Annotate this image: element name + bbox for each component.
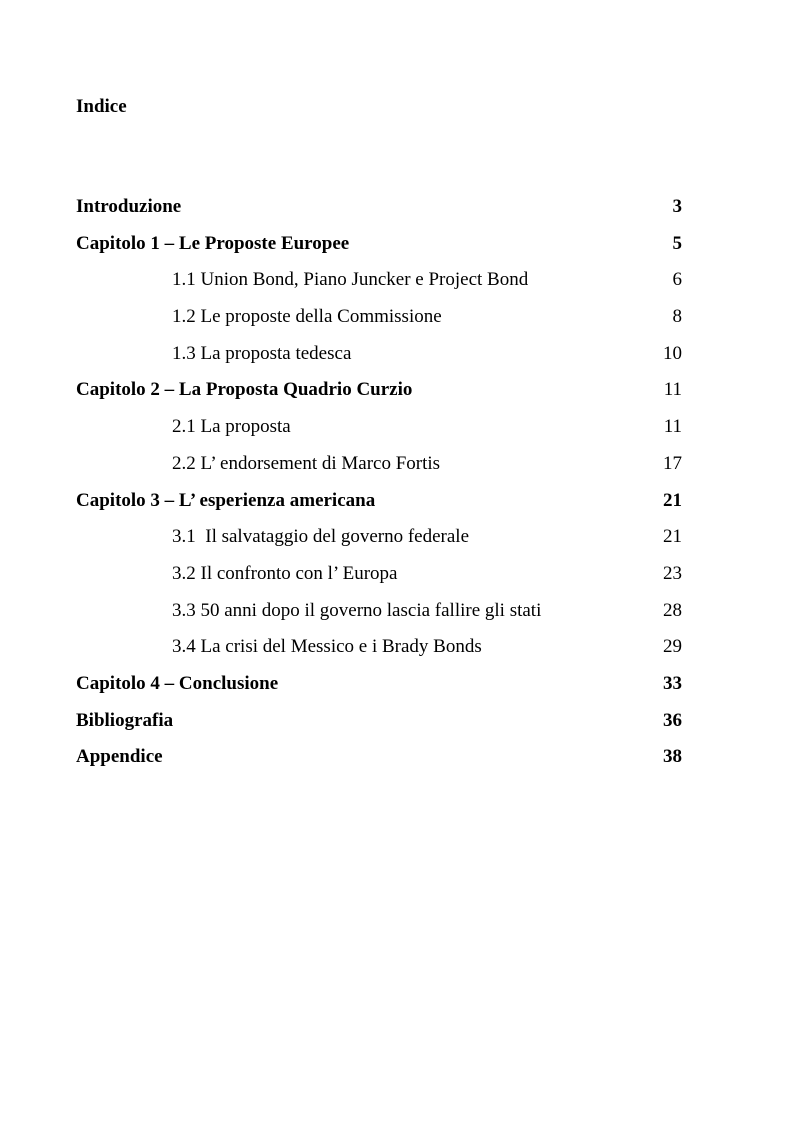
toc-entry-label: Capitolo 4 – Conclusione	[76, 672, 279, 694]
toc-entry-page: 5	[672, 232, 682, 254]
toc-chapter-2[interactable]	[76, 377, 682, 414]
toc-entry-page: 11	[663, 379, 682, 401]
toc-entry-label: Capitolo 3 – L’ esperienza americana	[76, 489, 376, 511]
toc-entry-page: 6	[672, 269, 682, 291]
toc-entry-label: Appendice	[76, 746, 163, 768]
toc-section-3-4[interactable]	[76, 634, 682, 671]
toc-entry-label: Capitolo 2 – La Proposta Quadrio Curzio	[76, 379, 413, 401]
toc-entry-page: 21	[663, 489, 682, 511]
toc-entry-label: Bibliografia	[76, 709, 174, 731]
toc-entry-label: 3.3 50 anni dopo il governo lascia fallire gli stati	[172, 599, 542, 621]
toc-section-2-1[interactable]	[76, 414, 682, 451]
toc-entry-label: 1.3 La proposta tedesca	[172, 342, 352, 364]
table-of-contents	[76, 194, 682, 781]
toc-chapter-1[interactable]	[76, 231, 682, 268]
toc-entry-page: 38	[663, 746, 682, 768]
toc-section-1-3[interactable]	[76, 341, 682, 378]
toc-entry-label: Capitolo 1 – Le Proposte Europee	[76, 232, 350, 254]
page-title: Indice	[76, 96, 127, 117]
toc-entry-page: 29	[663, 636, 682, 658]
toc-entry-page: 23	[663, 562, 682, 584]
toc-chapter-introduzione[interactable]	[76, 194, 682, 231]
toc-entry-page: 8	[672, 306, 682, 328]
toc-section-3-3[interactable]	[76, 598, 682, 635]
toc-entry-page: 3	[672, 196, 682, 217]
toc-entry-page: 11	[663, 416, 682, 438]
toc-entry-label: 3.2 Il confronto con l’ Europa	[172, 562, 398, 584]
toc-entry-page: 33	[663, 672, 682, 694]
toc-entry-page: 10	[663, 342, 682, 364]
toc-entry-label: Introduzione	[76, 196, 182, 217]
toc-entry-label: 2.2 L’ endorsement di Marco Fortis	[172, 452, 441, 474]
toc-bibliografia[interactable]	[76, 708, 682, 745]
toc-chapter-4[interactable]	[76, 671, 682, 708]
toc-entry-label: 1.1 Union Bond, Piano Juncker e Project Bond	[172, 269, 529, 291]
toc-section-3-2[interactable]	[76, 561, 682, 598]
toc-entry-page: 28	[663, 599, 682, 621]
toc-entry-label: 1.2 Le proposte della Commissione	[172, 306, 442, 328]
toc-entry-label: 3.4 La crisi del Messico e i Brady Bonds	[172, 636, 482, 658]
toc-entry-page: 21	[663, 526, 682, 548]
toc-section-1-2[interactable]	[76, 304, 682, 341]
toc-section-1-1[interactable]	[76, 267, 682, 304]
toc-entry-page: 36	[663, 709, 682, 731]
toc-appendice[interactable]	[76, 744, 682, 781]
toc-entry-label: 2.1 La proposta	[172, 416, 291, 438]
toc-entry-label: 3.1 Il salvataggio del governo federale	[172, 526, 470, 548]
toc-chapter-3[interactable]	[76, 488, 682, 525]
toc-entry-page: 17	[663, 452, 682, 474]
toc-section-3-1[interactable]	[76, 524, 682, 561]
toc-section-2-2[interactable]	[76, 451, 682, 488]
